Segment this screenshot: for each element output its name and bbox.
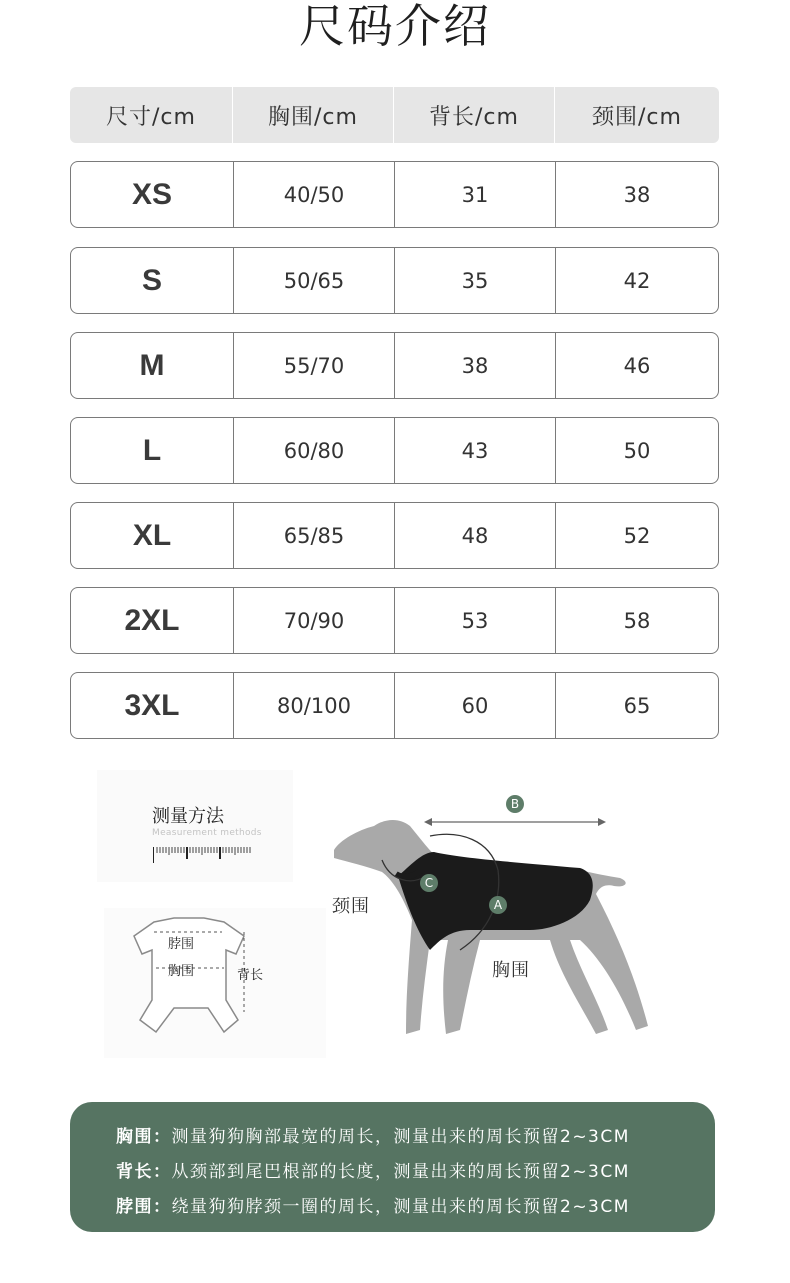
- chest-cell: 65/85: [234, 503, 395, 568]
- table-row: [70, 587, 719, 654]
- back-cell: 53: [395, 588, 556, 653]
- neck-cell: 52: [623, 523, 651, 548]
- marker-c: C: [424, 876, 434, 890]
- back-cell: 38: [395, 333, 556, 398]
- garment-outline-icon: [104, 908, 326, 1058]
- note-text: 从颈部到尾巴根部的长度，测量出来的周长预留2~3CM: [171, 1162, 630, 1182]
- table-row: [70, 502, 719, 569]
- marker-b: B: [510, 797, 520, 811]
- size-cell: XS: [71, 162, 234, 227]
- note-key: 背长：: [116, 1162, 172, 1182]
- size-cell: 3XL: [71, 673, 234, 738]
- page-title: 尺码介绍: [299, 0, 491, 53]
- neck-cell: 58: [623, 608, 651, 633]
- size-cell: L: [71, 418, 234, 483]
- size-cell: 2XL: [71, 588, 234, 653]
- note-key: 脖围：: [116, 1197, 172, 1217]
- back-cell: 43: [395, 418, 556, 483]
- note-neck: [116, 1192, 630, 1217]
- garment-diagram: [104, 908, 326, 1058]
- table-row: [70, 247, 719, 314]
- method-title: 测量方法: [152, 806, 224, 827]
- header-size: 尺寸/cm: [70, 87, 233, 143]
- dog-diagram: [330, 790, 650, 1040]
- neck-cell: 38: [623, 182, 651, 207]
- garment-back-label: 背长: [237, 968, 264, 983]
- size-cell: S: [71, 248, 234, 313]
- table-row: [70, 161, 719, 228]
- method-subtitle: Measurement methods: [152, 828, 262, 838]
- dog-neck-label: 颈围: [332, 896, 370, 917]
- header-neck: 颈围/cm: [592, 104, 682, 130]
- note-text: 绕量狗狗脖颈一圈的周长，测量出来的周长预留2~3CM: [171, 1197, 630, 1217]
- chest-cell: 40/50: [234, 162, 395, 227]
- measurement-notes: [70, 1102, 715, 1232]
- chest-cell: 55/70: [234, 333, 395, 398]
- neck-cell: 42: [623, 268, 651, 293]
- chest-cell: 50/65: [234, 248, 395, 313]
- back-cell: 60: [395, 673, 556, 738]
- note-text: 测量狗狗胸部最宽的周长，测量出来的周长预留2~3CM: [171, 1127, 630, 1147]
- marker-a: A: [493, 898, 503, 912]
- measurement-method-panel: [97, 770, 293, 882]
- dog-illustration-icon: [330, 790, 650, 1040]
- back-cell: 48: [395, 503, 556, 568]
- header-back: 背长/cm: [394, 87, 555, 143]
- back-cell: 31: [395, 162, 556, 227]
- note-chest: [116, 1122, 630, 1147]
- neck-cell: 50: [623, 438, 651, 463]
- chest-cell: 70/90: [234, 588, 395, 653]
- table-row: [70, 672, 719, 739]
- chest-cell: 60/80: [234, 418, 395, 483]
- garment-chest-label: 胸围: [168, 964, 195, 979]
- neck-cell: 46: [623, 353, 651, 378]
- table-header: [70, 87, 719, 143]
- garment-neck-label: 脖围: [168, 937, 195, 952]
- size-cell: M: [71, 333, 234, 398]
- back-cell: 35: [395, 248, 556, 313]
- header-chest: 胸围/cm: [233, 87, 394, 143]
- table-row: [70, 417, 719, 484]
- size-cell: XL: [71, 503, 234, 568]
- table-row: [70, 332, 719, 399]
- dog-chest-label: 胸围: [492, 960, 530, 981]
- chest-cell: 80/100: [234, 673, 395, 738]
- note-key: 胸围：: [116, 1127, 172, 1147]
- note-back: [116, 1157, 630, 1182]
- ruler-icon: [153, 845, 253, 865]
- neck-cell: 65: [623, 693, 651, 718]
